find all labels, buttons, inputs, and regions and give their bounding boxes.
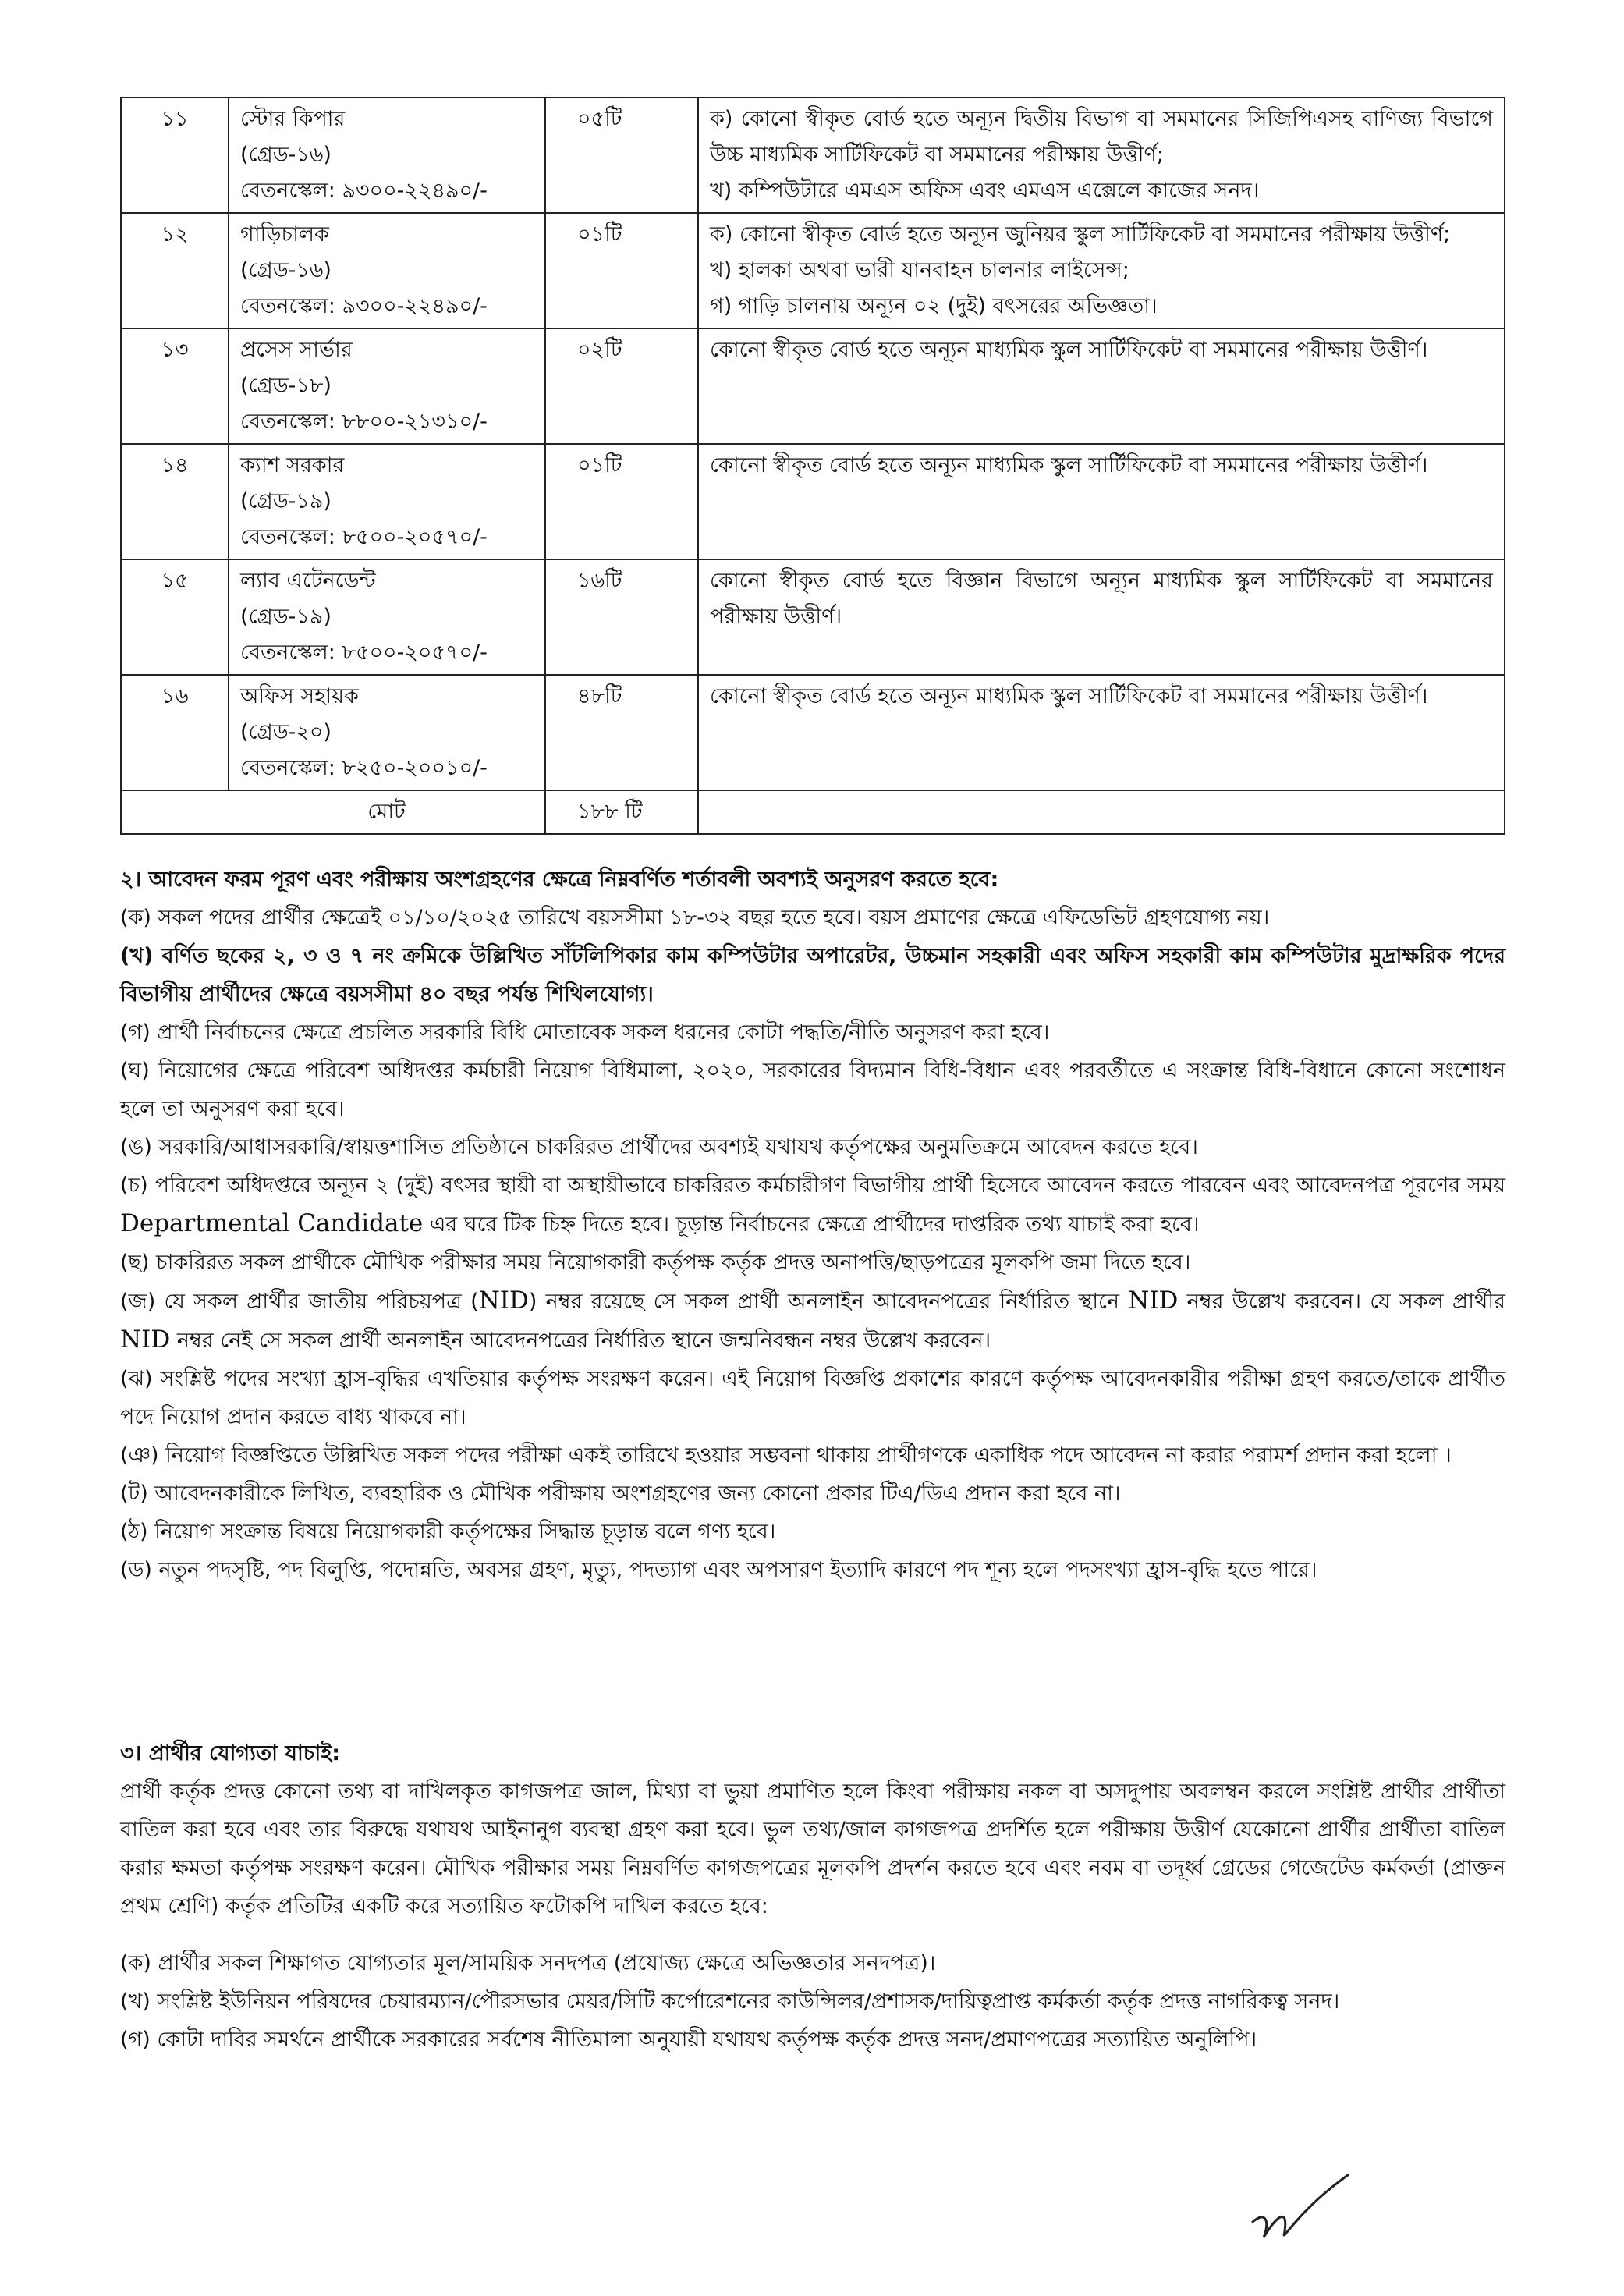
- pay-scale: বেতনস্কেল: ৯৩০০-২২৪৯০/-: [240, 179, 488, 203]
- table-row: [121, 444, 1505, 559]
- qualification-cell: [698, 559, 1505, 675]
- document-item-ga: (গ) কোটা দাবির সমর্থনে প্রার্থীকে সরকারের সর্বশেষ নীতিমালা অনুযায়ী যথাযথ কর্তৃপক্ষ কর্তৃক প্রদত্ত সনদ/প্রমাণপত্রের সত্যায়িত অনুলিপি।: [120, 2028, 1257, 2052]
- condition-chha: (ছ) চাকরিরত সকল প্রার্থীকে মৌখিক পরীক্ষার সময় নিয়োগকারী কর্তৃপক্ষ কর্তৃক প্রদত্ত অনাপত্তি/ছাড়পত্রের মূলকপি জমা দিতে হবে।: [120, 1251, 1191, 1275]
- post-cell: [229, 213, 545, 328]
- condition-ta: (ট) আবেদনকারীকে লিখিত, ব্যবহারিক ও মৌখিক পরীক্ষায় অংশগ্রহণের জন্য কোনো প্রকার টিএ/ডিএ প্রদান করা হবে না।: [120, 1482, 1121, 1506]
- nid-label-1: NID: [478, 1286, 529, 1315]
- qualification-cell: [698, 98, 1505, 213]
- post-cell: [229, 675, 545, 790]
- table-row: [121, 213, 1505, 328]
- qualification-cell: [698, 213, 1505, 328]
- qualification-line: কোনো স্বীকৃত বোর্ড হতে অন্যূন মাধ্যমিক স্কুল সার্টিফিকেট বা সমমানের পরীক্ষায় উত্তীর্ণ।: [710, 453, 1428, 477]
- condition-neo: (ঞ) নিয়োগ বিজ্ঞপ্তিতে উল্লিখিত সকল পদের পরীক্ষা একই তারিখে হওয়ার সম্ভবনা থাকায় প্রার্থীগণকে একাধিক পদে আবেদন না করার পরামর্শ প্রদান করা হলো ।: [120, 1443, 1452, 1467]
- qualification-line: খ) কম্পিউটারে এমএস অফিস এবং এমএস এক্সেলে কাজের সনদ।: [710, 179, 1260, 203]
- condition-cha: [120, 1166, 1505, 1244]
- post-count: ০৫টি: [545, 98, 698, 213]
- post-count: ০২টি: [545, 328, 698, 444]
- pay-scale: বেতনস্কেল: ৮৮০০-২১৩১০/-: [240, 410, 488, 434]
- posts-table: [120, 97, 1505, 835]
- qualification-line: খ) হালকা অথবা ভারী যানবাহন চালনার লাইসেন্স;: [710, 258, 1129, 282]
- condition-tha: (ঠ) নিয়োগ সংক্রান্ত বিষয়ে নিয়োগকারী কর্তৃপক্ষের সিদ্ধান্ত চূড়ান্ত বলে গণ্য হবে।: [120, 1520, 776, 1544]
- serial-number: ১৫: [121, 559, 229, 675]
- total-empty-cell: [698, 790, 1505, 834]
- section-2-conditions: [120, 861, 1505, 1589]
- post-name: গাড়িচালক: [240, 222, 329, 247]
- qualification-cell: [698, 328, 1505, 444]
- total-blank-cell: [121, 790, 229, 834]
- section-3-paragraph: প্রার্থী কর্তৃক প্রদত্ত কোনো তথ্য বা দাখিলকৃত কাগজপত্র জাল, মিথ্যা বা ভুয়া প্রমাণিত হলে কিংবা পরীক্ষায় নকল বা অসদুপায় অবলম্বন করলে সংশ্লিষ্ট প্রার্থীর প্রার্থীতা বাতিল করা হবে এবং তার বিরুদ্ধে যথাযথ আইনানুগ ব্যবস্থা গ্রহণ করা হবে। ভুল তথ্য/জাল কাগজপত্র প্রদর্শিত হলে পরীক্ষায় উত্তীর্ণ যেকোনো প্রার্থীর প্রার্থীতা বাতিল করার ক্ষমতা কর্তৃপক্ষ সংরক্ষণ করেন। মৌখিক পরীক্ষার সময় নিম্নবর্ণিত কাগজপত্রের মূলকপি প্রদর্শন করতে হবে এবং নবম বা তদূর্ধ্ব গ্রেডের গেজেটেড কর্মকর্তা (প্রাক্তন প্রথম শ্রেণি) কর্তৃক প্রতিটির একটি করে সত্যায়িত ফটোকপি দাখিল করতে হবে:: [120, 1780, 1505, 1918]
- post-grade: (গ্রেড-১৬): [240, 258, 332, 282]
- table-row: [121, 98, 1505, 213]
- post-grade: (গ্রেড-১৯): [240, 489, 332, 513]
- condition-umo: (ঙ) সরকারি/আধাসরকারি/স্বায়ত্তশাসিত প্রতিষ্ঠানে চাকরিরত প্রার্থীদের অবশ্যই যথাযথ কর্তৃপক্ষের অনুমতিক্রমে আবেদন করতে হবে।: [120, 1135, 1198, 1159]
- qualification-cell: [698, 444, 1505, 559]
- nid-label-3: NID: [120, 1325, 171, 1354]
- total-label: মোট: [229, 790, 545, 834]
- condition-cha-text-2: এর ঘরে টিক চিহ্ন দিতে হবে। চূড়ান্ত নির্বাচনের ক্ষেত্রে প্রার্থীদের দাপ্তরিক তথ্য যাচাই করা হবে।: [429, 1212, 1200, 1237]
- serial-number: ১২: [121, 213, 229, 328]
- section-3-verification: [120, 1734, 1505, 2059]
- post-cell: [229, 559, 545, 675]
- table-row: [121, 559, 1505, 675]
- post-name: ল্যাব এটেনডেন্ট: [240, 569, 376, 593]
- post-cell: [229, 444, 545, 559]
- condition-ja-text-2: ) নম্বর রয়েছে সে সকল প্রার্থী অনলাইন আবেদনপত্রের নির্ধারিত স্থানে: [528, 1290, 1119, 1314]
- departmental-candidate-label: Departmental Candidate: [120, 1209, 424, 1237]
- condition-gha: (ঘ) নিয়োগের ক্ষেত্রে পরিবেশ অধিদপ্তর কর্মচারী নিয়োগ বিধিমালা, ২০২০, সরকারের বিদ্যমান বিধি-বিধান এবং পরবর্তীতে এ সংক্রান্ত বিধি-বিধানে কোনো সংশোধন হলে তা অনুসরণ করা হবে।: [120, 1059, 1505, 1121]
- pay-scale: বেতনস্কেল: ৯৩০০-২২৪৯০/-: [240, 294, 488, 318]
- condition-ja-text-4: নম্বর নেই সে সকল প্রার্থী অনলাইন আবেদনপত্রের নির্ধারিত স্থানে জন্মনিবন্ধন নম্বর উল্লেখ করবেন।: [176, 1329, 991, 1353]
- condition-ja-text-3: নম্বর উল্লেখ করবেন। যে সকল প্রার্থীর: [1186, 1290, 1505, 1314]
- condition-kha: (খ) বর্ণিত ছকের ২, ৩ ও ৭ নং ক্রমিকে উল্লিখিত সাঁটলিপিকার কাম কম্পিউটার অপারেটর, উচ্চমান সহকারী এবং অফিস সহকারী কাম কম্পিউটার মুদ্রাক্ষরিক পদের বিভাগীয় প্রার্থীদের ক্ষেত্রে বয়সসীমা ৪০ বছর পর্যন্ত শিথিলযোগ্য।: [120, 944, 1505, 1006]
- serial-number: ১১: [121, 98, 229, 213]
- post-grade: (গ্রেড-২০): [240, 720, 332, 744]
- table-row: [121, 675, 1505, 790]
- qualification-line: কোনো স্বীকৃত বোর্ড হতে অন্যূন মাধ্যমিক স্কুল সার্টিফিকেট বা সমমানের পরীক্ষায় উত্তীর্ণ।: [710, 684, 1428, 708]
- qualification-line: গ) গাড়ি চালনায় অন্যূন ০২ (দুই) বৎসরের অভিজ্ঞতা।: [710, 294, 1158, 318]
- post-grade: (গ্রেড-১৬): [240, 143, 332, 167]
- condition-da: (ড) নতুন পদসৃষ্টি, পদ বিলুপ্তি, পদোন্নতি, অবসর গ্রহণ, মৃত্যু, পদত্যাগ এবং অপসারণ ইত্যাদি কারণে পদ শূন্য হলে পদসংখ্যা হ্রাস-বৃদ্ধি হতে পারে।: [120, 1558, 1317, 1582]
- posts-table-body: [121, 98, 1505, 834]
- condition-ja: [120, 1282, 1505, 1360]
- qualification-line: ক) কোনো স্বীকৃত বোর্ড হতে অন্যূন দ্বিতীয় বিভাগ বা সমমানের সিজিপিএসহ বাণিজ্য বিভাগে উচ্চ মাধ্যমিক সার্টিফিকেট বা সমমানের পরীক্ষায় উত্তীর্ণ;: [710, 107, 1493, 167]
- pay-scale: বেতনস্কেল: ৮২৫০-২০০১০/-: [240, 756, 488, 780]
- qualification-line: কোনো স্বীকৃত বোর্ড হতে বিজ্ঞান বিভাগে অন্যূন মাধ্যমিক স্কুল সার্টিফিকেট বা সমমানের পরীক্ষায় উত্তীর্ণ।: [710, 569, 1493, 629]
- condition-ga: (গ) প্রার্থী নির্বাচনের ক্ষেত্রে প্রচলিত সরকারি বিধি মোতাবেক সকল ধরনের কোটা পদ্ধতি/নীতি অনুসরণ করা হবে।: [120, 1020, 1050, 1045]
- post-grade: (গ্রেড-১৮): [240, 374, 332, 398]
- pay-scale: বেতনস্কেল: ৮৫০০-২০৫৭০/-: [240, 641, 488, 665]
- serial-number: ১৪: [121, 444, 229, 559]
- total-count: ১৮৮ টি: [545, 790, 698, 834]
- qualification-line: ক) কোনো স্বীকৃত বোর্ড হতে অন্যূন জুনিয়র স্কুল সার্টিফিকেট বা সমমানের পরীক্ষায় উত্তীর্ণ;: [710, 222, 1451, 247]
- post-count: ৪৮টি: [545, 675, 698, 790]
- nid-label-2: NID: [1128, 1286, 1179, 1315]
- document-item-kha: (খ) সংশ্লিষ্ট ইউনিয়ন পরিষদের চেয়ারম্যান/পৌরসভার মেয়র/সিটি কর্পোরেশনের কাউন্সিলর/প্রশাসক/দায়িত্বপ্রাপ্ত কর্মকর্তা কর্তৃক প্রদত্ত নাগরিকত্ব সনদ।: [120, 1989, 1340, 2014]
- total-row: [121, 790, 1505, 834]
- section-3-heading: ৩। প্রার্থীর যোগ্যতা যাচাই:: [120, 1741, 341, 1765]
- condition-ja-text-1: (জ) যে সকল প্রার্থীর জাতীয় পরিচয়পত্র (: [120, 1290, 479, 1314]
- post-count: ০১টি: [545, 444, 698, 559]
- qualification-line: কোনো স্বীকৃত বোর্ড হতে অন্যূন মাধ্যমিক স্কুল সার্টিফিকেট বা সমমানের পরীক্ষায় উত্তীর্ণ।: [710, 338, 1428, 362]
- post-name: ক্যাশ সরকার: [240, 453, 345, 477]
- signature-mark: [1246, 2167, 1356, 2253]
- post-count: ১৬টি: [545, 559, 698, 675]
- serial-number: ১৩: [121, 328, 229, 444]
- post-grade: (গ্রেড-১৯): [240, 605, 332, 629]
- condition-jha: (ঝ) সংশ্লিষ্ট পদের সংখ্যা হ্রাস-বৃদ্ধির এখতিয়ার কর্তৃপক্ষ সংরক্ষণ করেন। এই নিয়োগ বিজ্ঞপ্তি প্রকাশের কারণে কর্তৃপক্ষ আবেদনকারীর পরীক্ষা গ্রহণ করতে/তাকে প্রার্থীত পদে নিয়োগ প্রদান করতে বাধ্য থাকবে না।: [120, 1367, 1505, 1429]
- post-name: স্টোর কিপার: [240, 107, 346, 131]
- post-cell: [229, 328, 545, 444]
- condition-cha-text-1: (চ) পরিবেশ অধিদপ্তরে অন্যূন ২ (দুই) বৎসর স্থায়ী বা অস্থায়ীভাবে চাকরিরত কর্মচারীগণ বিভাগীয় প্রার্থী হিসেবে আবেদন করতে পারবেন এবং আবেদনপত্র পূরণের সময়: [120, 1173, 1505, 1198]
- post-count: ০১টি: [545, 213, 698, 328]
- table-row: [121, 328, 1505, 444]
- post-name: অফিস সহায়ক: [240, 684, 359, 708]
- serial-number: ১৬: [121, 675, 229, 790]
- document-item-ka: (ক) প্রার্থীর সকল শিক্ষাগত যোগ্যতার মূল/সাময়িক সনদপত্র (প্রযোজ্য ক্ষেত্রে অভিজ্ঞতার সনদপত্র)।: [120, 1951, 936, 1975]
- pay-scale: বেতনস্কেল: ৮৫০০-২০৫৭০/-: [240, 525, 488, 549]
- post-name: প্রসেস সার্ভার: [240, 338, 353, 362]
- qualification-cell: [698, 675, 1505, 790]
- post-cell: [229, 98, 545, 213]
- section-2-heading: ২। আবেদন ফরম পূরণ এবং পরীক্ষায় অংশগ্রহণের ক্ষেত্রে নিম্নবর্ণিত শর্তাবলী অবশ্যই অনুসরণ করতে হবে:: [120, 868, 999, 892]
- condition-ka: (ক) সকল পদের প্রার্থীর ক্ষেত্রেই ০১/১০/২০২৫ তারিখে বয়সসীমা ১৮-৩২ বছর হতে হবে। বয়স প্রমাণের ক্ষেত্রে এফিডেভিট গ্রহণযোগ্য নয়।: [120, 906, 1270, 930]
